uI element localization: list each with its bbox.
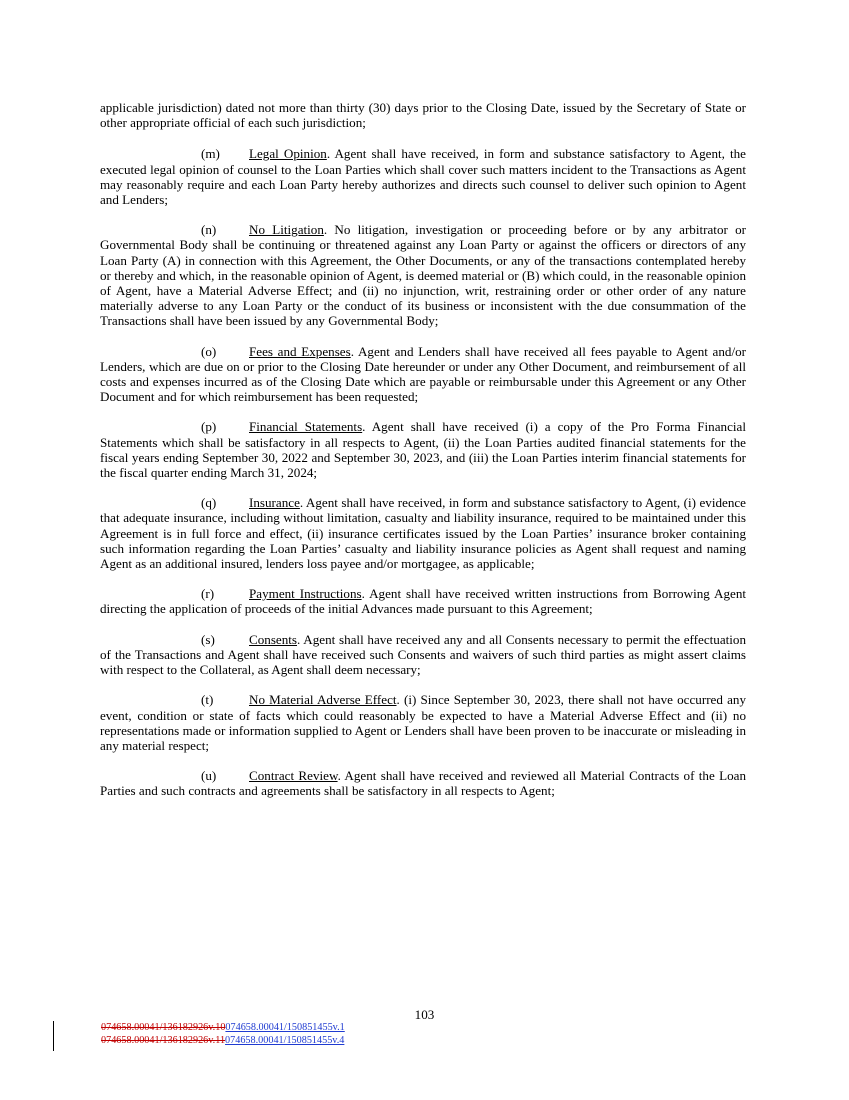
section-letter: (r) xyxy=(201,586,215,602)
section-body: . Agent shall have received (i) a copy of the Pro Forma Financial Statements which shall be satisfactory in all respects to Agent, (ii) the Loan Parties audited financial statements for the fiscal years ending September 30, 2022 and September 30, 2023, and (iii) the Loan Parties interim financial statements for the fiscal quarter ending March 31, 2024; xyxy=(100,419,746,481)
section-body: . Agent shall have received any and all Consents necessary to permit the effectuation of the Transactions and Agent shall have received such Consents and waivers of such third parties as might assert claims with respect to the Collateral, as Agent shall deem necessary; xyxy=(100,631,746,678)
inserted-doc-id: 074658.00041/150851455v.4 xyxy=(225,1034,345,1046)
document-id-footer xyxy=(101,1022,345,1047)
section-body: . Agent shall have received, in form and substance satisfactory to Agent, (i) evidence that adequate insurance, including without limitation, casualty and liability insurance, required to be maintained under this Agreement is in full force and effect, (ii) insurance certificates issued by the Loan Parties’ insurance broker containing such information regarding the Loan Parties’ casualty and liability insurance policies as Agent shall request and naming Agent as an additional insured, lenders loss payee and/or mortgagee, as applicable; xyxy=(100,495,746,572)
section-heading: Contract Review xyxy=(249,768,338,784)
section-u-contract-review xyxy=(100,768,746,798)
section-letter: (t) xyxy=(201,692,214,708)
section-heading: Insurance xyxy=(249,495,300,511)
section-body: . Agent shall have received and reviewed all Material Contracts of the Loan Parties and such contracts and agreements shall be satisfactory in all respects to Agent; xyxy=(100,768,746,799)
intro-paragraph: applicable jurisdiction) dated not more than thirty (30) days prior to the Closing Date, issued by the Secretary of State or other appropriate official of each such jurisdiction; xyxy=(100,100,746,131)
section-letter: (p) xyxy=(201,419,217,435)
section-p-financial-statements xyxy=(100,419,746,480)
section-letter: (m) xyxy=(201,146,220,162)
section-heading: No Litigation xyxy=(249,222,324,238)
footer-line-1 xyxy=(101,1022,345,1035)
inserted-doc-id: 074658.00041/150851455v.1 xyxy=(225,1022,345,1033)
section-t-no-material-adverse-effect xyxy=(100,692,746,753)
footer-line-2 xyxy=(101,1035,345,1048)
section-heading: Financial Statements xyxy=(249,419,363,435)
section-letter: (u) xyxy=(201,768,217,784)
section-heading: No Material Adverse Effect xyxy=(249,692,397,708)
revision-change-bar xyxy=(53,1021,54,1051)
section-r-payment-instructions xyxy=(100,586,746,616)
section-n-no-litigation xyxy=(100,222,746,328)
document-page xyxy=(100,100,746,814)
section-heading: Consents xyxy=(249,631,298,647)
section-q-insurance xyxy=(100,495,746,571)
deleted-doc-id: 074658.00041/136182926v.10 xyxy=(101,1022,226,1033)
section-m-legal-opinion xyxy=(100,146,746,207)
section-body: . Agent and Lenders shall have received all fees payable to Agent and/or Lenders, which are due on or prior to the Closing Date hereunder or under any Other Document, and reimbursement of all costs and expenses incurred as of the Closing Date which are payable or reimbursable under this Agreement or any Other Document and for which reimbursement has been requested; xyxy=(100,343,746,405)
section-letter: (o) xyxy=(201,343,217,359)
section-heading: Payment Instructions xyxy=(249,586,362,602)
section-letter: (q) xyxy=(201,495,217,511)
section-letter: (s) xyxy=(201,631,215,647)
section-body: . (i) Since September 30, 2023, there shall not have occurred any event, condition or state of facts which could reasonably be expected to have a Material Adverse Effect and (ii) no representations made or information supplied to Agent or Lenders shall have been proven to be inaccurate or misleading in any material respect; xyxy=(100,692,746,753)
section-letter: (n) xyxy=(201,222,217,238)
section-s-consents xyxy=(100,632,746,678)
section-heading: Fees and Expenses xyxy=(249,343,351,359)
section-body: . No litigation, investigation or proceeding before or by any arbitrator or Governmental Body shall be continuing or threatened against any Loan Party or against the officers or directors of any Loan Party (A) in connection with this Agreement, the Other Documents, or any of the transactions contemplated hereby or thereby and which, in the reasonable opinion of Agent, is deemed material or (B) which could, in the reasonable opinion of Agent, have a Material Adverse Effect; and (ii) no injunction, writ, restraining order or other order of any nature materially adverse to any Loan Party or the conduct of its business or inconsistent with the due consummation of the Transactions shall have been issued by any Governmental Body; xyxy=(100,222,746,329)
section-o-fees-and-expenses xyxy=(100,344,746,405)
page-number: 103 xyxy=(414,1007,435,1022)
section-body: . Agent shall have received, in form and substance satisfactory to Agent, the executed legal opinion of counsel to the Loan Parties which shall cover such matters incident to the Transactions as Agent may reasonably require and each Loan Party hereby authorizes and directs such counsel to deliver such opinion to Agent and Lenders; xyxy=(100,146,746,208)
section-heading: Legal Opinion xyxy=(249,146,327,162)
section-body: . Agent shall have received written instructions from Borrowing Agent directing the application of proceeds of the initial Advances made pursuant to this Agreement; xyxy=(100,586,747,617)
deleted-doc-id: 074658.00041/136182926v.11 xyxy=(101,1034,226,1046)
